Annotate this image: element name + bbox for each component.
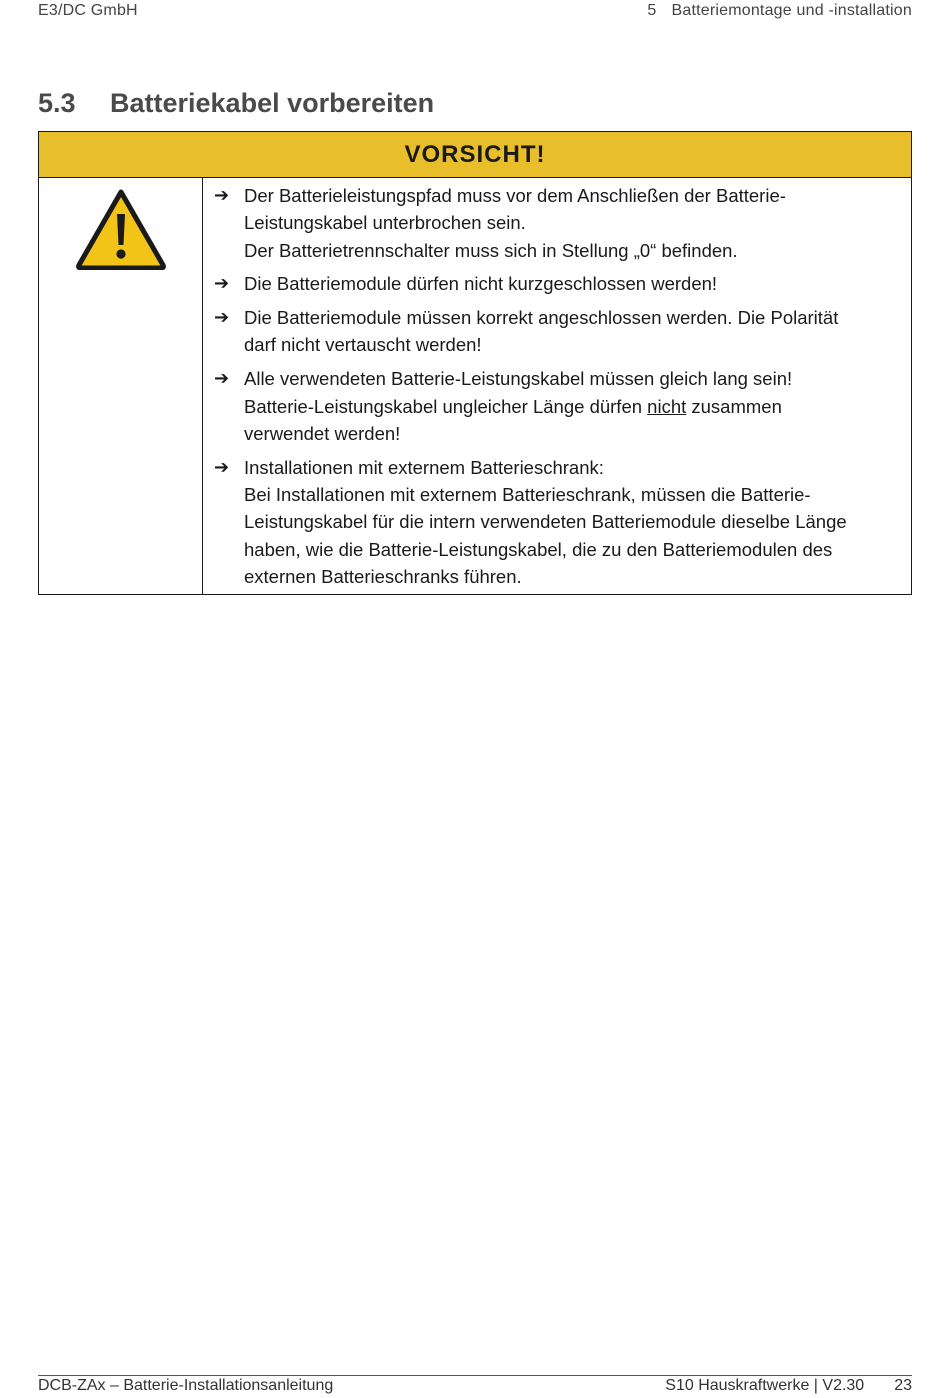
- caution-item-line: verwendet werden!: [244, 422, 401, 444]
- header-company: E3/DC GmbH: [38, 2, 138, 19]
- arrow-right-icon: ➔: [214, 273, 230, 294]
- caution-item: [203, 304, 911, 359]
- header-chapter: [647, 2, 912, 20]
- caution-signal-word: VORSICHT!: [39, 132, 911, 178]
- section-title: Batteriekabel vorbereiten: [110, 88, 435, 118]
- caution-item: [203, 182, 911, 264]
- caution-item-line: Installationen mit externem Batterieschrank:: [244, 456, 604, 478]
- header-chapter-number: 5: [647, 2, 657, 19]
- caution-box: [38, 131, 912, 595]
- caution-item-line: externen Batterieschranks führen.: [244, 565, 522, 587]
- caution-item-text: zusammen: [686, 395, 782, 417]
- caution-item-line: darf nicht vertauscht werden!: [244, 334, 482, 356]
- caution-item-text: Batterie-Leistungskabel ungleicher Länge dürfen: [244, 395, 648, 417]
- caution-item-line: [244, 393, 899, 420]
- footer-product: [665, 1377, 912, 1395]
- arrow-right-icon: ➔: [214, 307, 230, 328]
- arrow-right-icon: ➔: [214, 368, 230, 389]
- header-chapter-title: Batteriemontage und -installation: [671, 2, 912, 19]
- caution-item-line: Bei Installationen mit externem Batterieschrank, müssen die Batterie-: [244, 483, 811, 505]
- arrow-right-icon: ➔: [214, 456, 230, 477]
- section-number: 5.3: [38, 88, 76, 118]
- caution-item-line: Leistungskabel unterbrochen sein.: [244, 212, 526, 234]
- caution-text-list: [203, 178, 911, 594]
- caution-item: [203, 365, 911, 447]
- caution-item-line: Die Batteriemodule müssen korrekt angeschlossen werden. Die Polarität: [244, 307, 839, 329]
- footer-divider: [38, 1375, 912, 1376]
- caution-item-line: Leistungskabel für die intern verwendeten Batteriemodule dieselbe Länge: [244, 511, 847, 533]
- caution-body: [39, 178, 911, 594]
- arrow-right-icon: ➔: [214, 185, 230, 205]
- caution-item-line: Der Batterietrennschalter muss sich in Stellung „0“ befinden.: [244, 239, 738, 261]
- footer-document-title: DCB-ZAx – Batterie-Installationsanleitung: [38, 1377, 334, 1394]
- section-heading: [38, 88, 434, 119]
- caution-item-line: haben, wie die Batterie-Leistungskabel, die zu den Batteriemodulen des: [244, 538, 833, 560]
- caution-item: [203, 454, 911, 590]
- caution-item-emphasis: nicht: [647, 395, 687, 417]
- caution-icon-cell: [39, 178, 203, 594]
- footer-product-version: S10 Hauskraftwerke | V2.30: [665, 1377, 865, 1394]
- caution-item-line: Alle verwendeten Batterie-Leistungskabel müssen gleich lang sein!: [244, 368, 793, 390]
- caution-item: [203, 270, 911, 297]
- caution-item-line: Der Batterieleistungspfad muss vor dem Anschließen der Batterie-: [244, 185, 786, 206]
- warning-triangle-icon: [75, 188, 167, 270]
- page-number: 23: [894, 1377, 912, 1394]
- caution-item-line: Die Batteriemodule dürfen nicht kurzgeschlossen werden!: [244, 273, 718, 295]
